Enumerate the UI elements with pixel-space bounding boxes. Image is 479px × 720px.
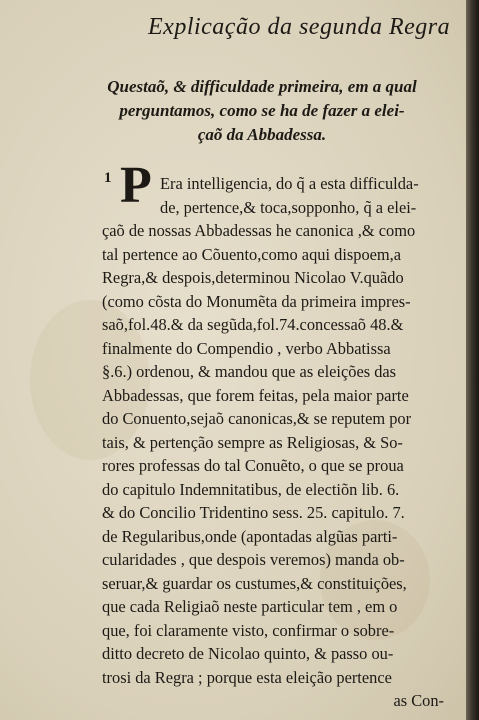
text-line: (como cõsta do Monumẽta da primeira impres- bbox=[102, 291, 411, 311]
text-line: do Conuento,sejaõ canonicas,& se reputem por bbox=[102, 409, 412, 428]
text-line: ditto decreto de Nicolao quinto, & passo ou- bbox=[102, 644, 394, 663]
paragraph-number: 1 bbox=[104, 170, 112, 186]
section-heading-line: perguntamos, como se ha de fazer a elei- bbox=[119, 101, 405, 120]
text-line: do capitulo Indemnitatibus, de electiõn lib. 6. bbox=[102, 479, 400, 499]
text-line: & do Concilio Tridentino sess. 25. capitulo. 7. bbox=[102, 503, 405, 522]
section-heading bbox=[82, 75, 442, 147]
text-line: finalmente do Compendio , verbo Abbatissa bbox=[102, 338, 391, 358]
text-line: cularidades , que despois veremos) manda ob- bbox=[102, 550, 405, 569]
section-heading-line: Questaõ, & difficuldade primeira, em a qual bbox=[107, 77, 417, 96]
text-line: §.6.) ordenou, & mandou que as eleições das bbox=[102, 362, 397, 381]
drop-cap: P bbox=[120, 157, 152, 214]
section-heading-line: çaõ da Abbadessa. bbox=[197, 125, 327, 144]
text-line: tal pertence ao Cõuento,como aqui dispoem,a bbox=[102, 244, 402, 264]
text-line: que cada Religiaõ neste particular tem , em o bbox=[102, 597, 398, 616]
catchword: as Con- bbox=[393, 691, 444, 710]
text-line: rores professas do tal Conuẽto, o que se proua bbox=[102, 456, 404, 475]
text-line: Abbadessas, que forem feitas, pela maior parte bbox=[102, 385, 409, 405]
text-line: Era intelligencia, do q̃ a esta difficulda- bbox=[160, 174, 419, 193]
text-line: seruar,& guardar os custumes,& constituições, bbox=[102, 573, 407, 593]
body-paragraph bbox=[102, 172, 454, 713]
text-line: de, pertence,& toca,sopponho, q̃ a elei- bbox=[160, 197, 417, 217]
text-line: que, foi claramente visto, confirmar o sobre- bbox=[102, 620, 395, 640]
text-line: tais, & pertenção sempre as Religiosas, & So- bbox=[102, 432, 403, 452]
running-head: Explicação da segunda Regra bbox=[148, 14, 451, 40]
text-line: trosi da Regra ; porque esta eleição pertence bbox=[102, 667, 392, 687]
text-line: çaõ de nossas Abbadessas he canonica ,& como bbox=[102, 221, 416, 240]
book-gutter bbox=[466, 0, 479, 720]
text-line: de Regularibus,onde (apontadas algũas parti- bbox=[102, 526, 398, 546]
text-line: saõ,fol.48.& da segũda,fol.74.concessaõ 48.& bbox=[102, 315, 404, 334]
text-line: Regra,& despois,determinou Nicolao V.quãdo bbox=[102, 268, 404, 287]
